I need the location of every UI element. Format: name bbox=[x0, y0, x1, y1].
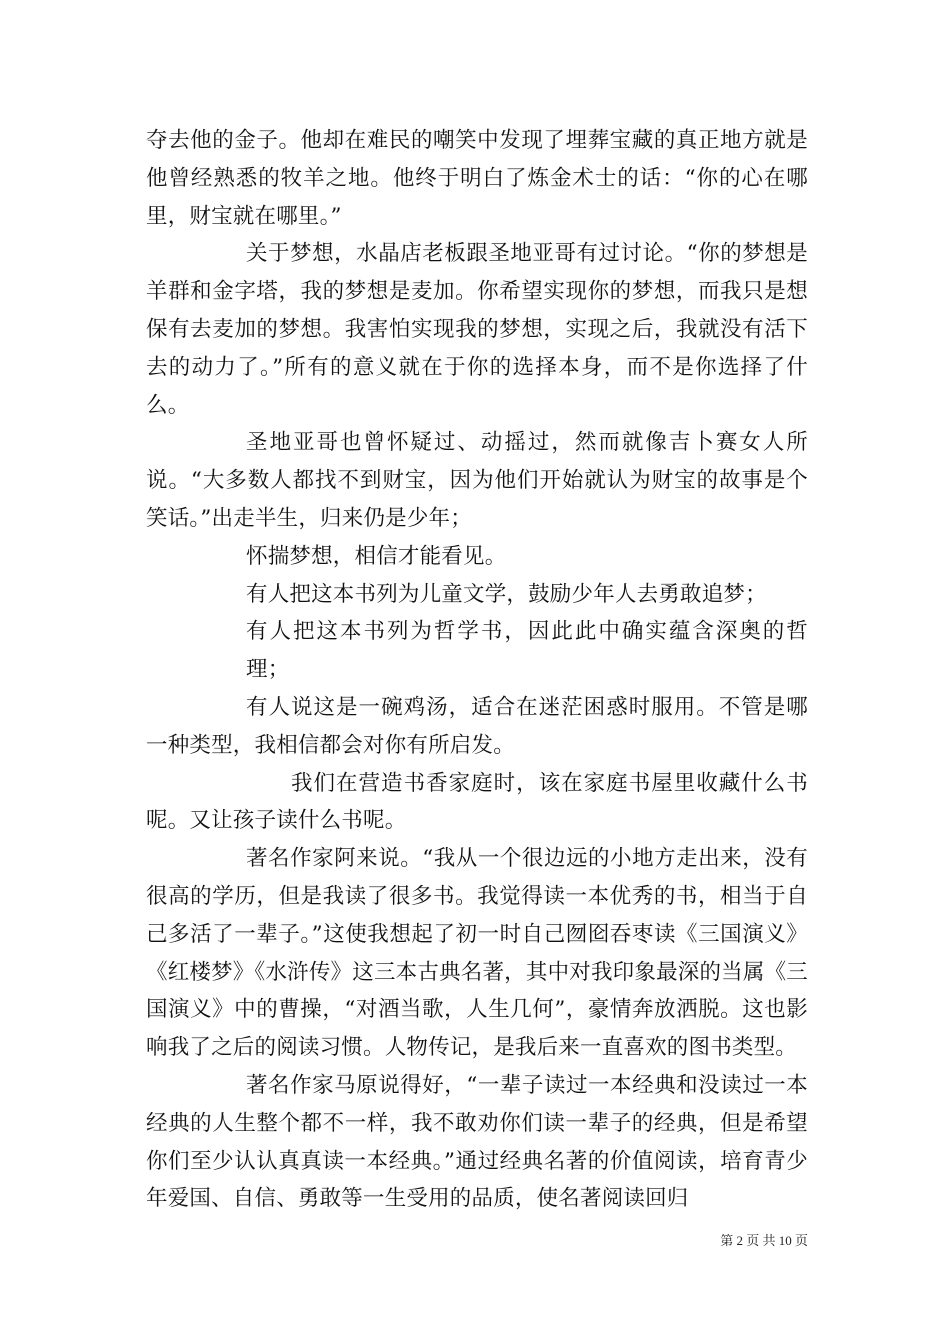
paragraph-1: 夺去他的金子。他却在难民的嘲笑中发现了埋葬宝藏的真正地方就是他曾经熟悉的牧羊之地。他终于明白了炼金术士的话：“你的心在哪里，财宝就在哪里。” bbox=[146, 128, 808, 229]
document-body bbox=[146, 122, 808, 1218]
page-number-footer: 第 2 页 共 10 页 bbox=[720, 1233, 808, 1248]
paragraph-3: 圣地亚哥也曾怀疑过、动摇过，然而就像吉卜赛女人所说。“大多数人都找不到财宝，因为他们开始就认为财宝的故事是个笑话。”出走半生，归来仍是少年； bbox=[146, 430, 808, 531]
paragraph-8: 我们在营造书香家庭时，该在家庭书屋里收藏什么书呢。又让孩子读什么书呢。 bbox=[146, 770, 808, 834]
paragraph-5: 有人把这本书列为儿童文学，鼓励少年人去勇敢追梦； bbox=[246, 581, 767, 607]
paragraph-10: 著名作家马原说得好，“一辈子读过一本经典和没读过一本经典的人生整个都不一样，我不敢劝你们读一辈子的经典，但是希望你们至少认认真真读一本经典。”通过经典名著的价值阅读，培育青少年爱国、自信、勇敢等一生受用的品质，使名著阅读回归 bbox=[146, 1072, 808, 1212]
paragraph-6: 有人把这本书列为哲学书，因此此中确实蕴含深奥的哲理； bbox=[246, 619, 808, 683]
paragraph-7: 有人说这是一碗鸡汤，适合在迷茫困惑时服用。不管是哪一种类型，我相信都会对你有所启发。 bbox=[146, 694, 808, 758]
paragraph-4: 怀揣梦想，相信才能看见。 bbox=[246, 543, 507, 569]
paragraph-9: 著名作家阿来说。“我从一个很边远的小地方走出来，没有很高的学历，但是我读了很多书。我觉得读一本优秀的书，相当于自己多活了一辈子。”这使我想起了初一时自己囫囵吞枣读《三国演义》《红楼梦》《水浒传》这三本古典名著，其中对我印象最深的当属《三国演义》中的曹操，“对酒当歌，人生几何”，豪情奔放洒脱。这也影响我了之后的阅读习惯。人物传记，是我后来一直喜欢的图书类型。 bbox=[146, 846, 808, 1061]
paragraph-2: 关于梦想，水晶店老板跟圣地亚哥有过讨论。“你的梦想是羊群和金字塔，我的梦想是麦加。你希望实现你的梦想，而我只是想保有去麦加的梦想。我害怕实现我的梦想，实现之后，我就没有活下去的动力了。”所有的意义就在于你的选择本身，而不是你选择了什么。 bbox=[146, 241, 808, 418]
